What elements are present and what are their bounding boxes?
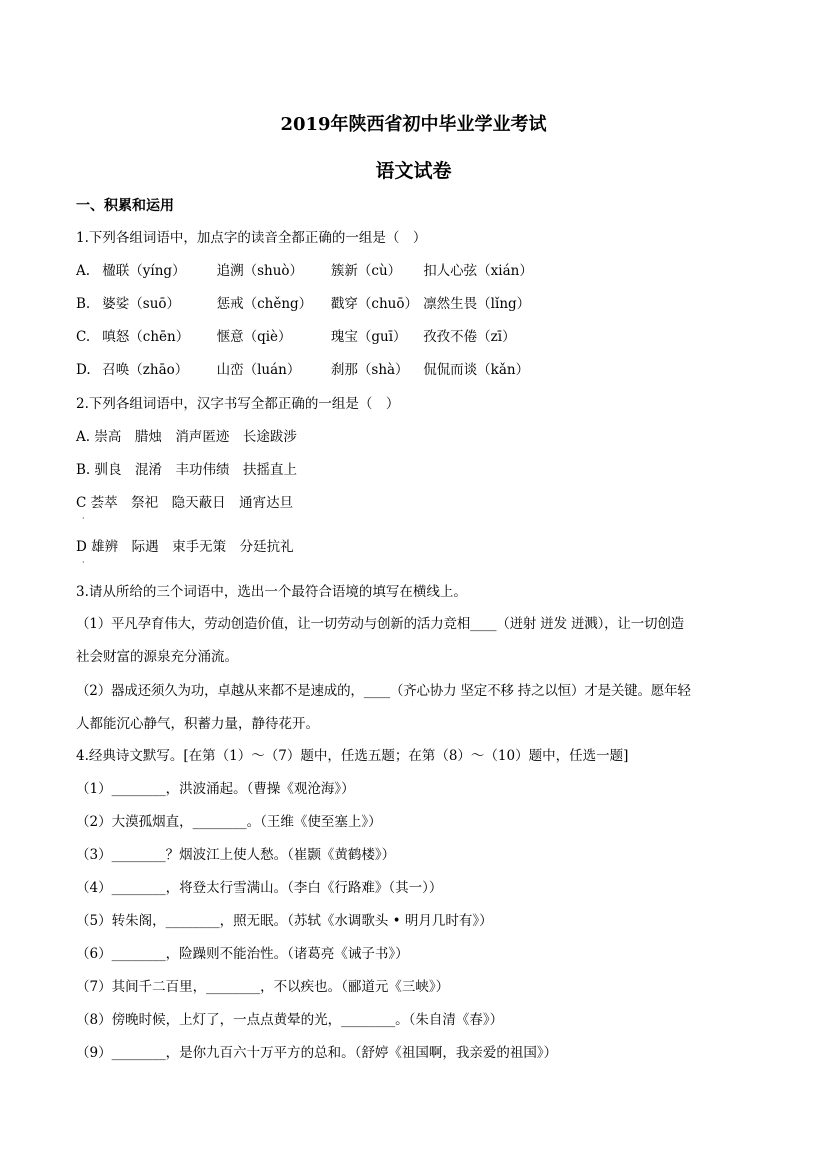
option-word: 追溯（shuò） xyxy=(216,263,304,279)
q4-item: （8）傍晚时候，上灯了，一点点黄晕的光，________。（朱自清《春》） xyxy=(76,1012,504,1028)
option-word: 刹那（shà） xyxy=(330,362,409,378)
q4-item: （6）________，险躁则不能治性。（诸葛亮《诫子书》） xyxy=(76,946,409,962)
q2-stem: 2.下列各组词语中，汉字书写全都正确的一组是（ ） xyxy=(76,396,400,412)
q1-option-a xyxy=(76,262,533,280)
q1-stem: 1.下列各组词语中，加点字的读音全都正确的一组是（ ） xyxy=(76,230,427,246)
option-word: 戳穿（chuō） xyxy=(330,296,418,312)
option-word: 瑰宝（guī） xyxy=(330,329,407,345)
q4-item: （2）大漠孤烟直，________。（王维《使至塞上》） xyxy=(76,814,382,830)
option-word: 扣人心弦（xián） xyxy=(423,263,533,279)
q2-option-d: D 雄辨 际遇 束手无策 分廷抗礼 xyxy=(76,539,294,555)
q4-stem: 4.经典诗文默写。[在第（1）～（7）题中，任选五题；在第（8）～（10）题中，任选一题] xyxy=(76,748,629,764)
q3-part1-line1: （1）平凡孕育伟大，劳动创造价值，让一切劳动与创新的活力竞相____（迸射 迸发 迸溅），让一切创造 xyxy=(76,616,684,632)
option-word: 楹联（yíng） xyxy=(102,263,186,279)
option-word: 惩戒（chěng） xyxy=(216,296,313,312)
q4-item: （5）转朱阁，________，照无眠。（苏轼《水调歌头 • 明月几时有》） xyxy=(76,913,493,929)
q3-part2-line1: （2）器成还须久为功，卓越从来都不是速成的，____（齐心协力 坚定不移 持之以恒）才是关键。愿年轻 xyxy=(76,683,691,699)
q4-item: （7）其间千二百里，________，不以疾也。（郦道元《三峡》） xyxy=(76,979,450,995)
option-letter: A. xyxy=(76,263,91,279)
section-heading: 一、积累和运用 xyxy=(76,198,174,214)
option-word: 惬意（qiè） xyxy=(216,329,292,345)
q4-item: （4）________，将登太行雪满山。（李白《行路难》（其一）） xyxy=(76,880,443,896)
q4-item: （9）________，是你九百六十万平方的总和。（舒婷《祖国啊，我亲爱的祖国》） xyxy=(76,1045,558,1061)
option-letter: D. xyxy=(76,362,91,378)
q3-part1-line2: 社会财富的源泉充分涌流。 xyxy=(76,649,238,665)
option-word: 婆娑（suō） xyxy=(102,296,181,312)
q1-option-c xyxy=(76,328,516,346)
option-word: 侃侃而谈（kǎn） xyxy=(423,362,530,378)
q4-item: （1）________，洪波涌起。（曹操《观沧海》） xyxy=(76,781,355,797)
q2-option-b: B. 驯良 混淆 丰功伟绩 扶摇直上 xyxy=(76,462,298,478)
option-letter: B. xyxy=(76,296,91,312)
q1-option-b xyxy=(76,295,530,313)
stray-dot: · xyxy=(82,558,85,567)
option-word: 召唤（zhāo） xyxy=(102,362,189,378)
option-word: 簇新（cù） xyxy=(330,263,402,279)
q1-option-d xyxy=(76,361,529,379)
page-title: 2019年陕西省初中毕业学业考试 xyxy=(280,114,547,135)
q2-option-c: C 荟萃 祭祀 隐天蔽日 通宵达旦 xyxy=(76,495,294,511)
q3-part2-line2: 人都能沉心静气，积蓄力量，静待花开。 xyxy=(76,716,319,732)
option-word: 嗔怒（chēn） xyxy=(102,329,190,345)
q2-option-a: A. 崇高 腊烛 消声匿迹 长途跋涉 xyxy=(76,429,297,445)
q4-item: （3）________？烟波江上使人愁。（崔颢《黄鹤楼》） xyxy=(76,847,396,863)
option-word: 孜孜不倦（zī） xyxy=(423,329,516,345)
stray-dot: · xyxy=(82,514,85,523)
page-subtitle: 语文试卷 xyxy=(375,160,452,182)
option-word: 凛然生畏（lǐng） xyxy=(423,296,531,312)
option-word: 山峦（luán） xyxy=(216,362,301,378)
q3-stem: 3.请从所给的三个词语中，选出一个最符合语境的填写在横线上。 xyxy=(76,584,467,600)
option-letter: C. xyxy=(76,329,91,345)
